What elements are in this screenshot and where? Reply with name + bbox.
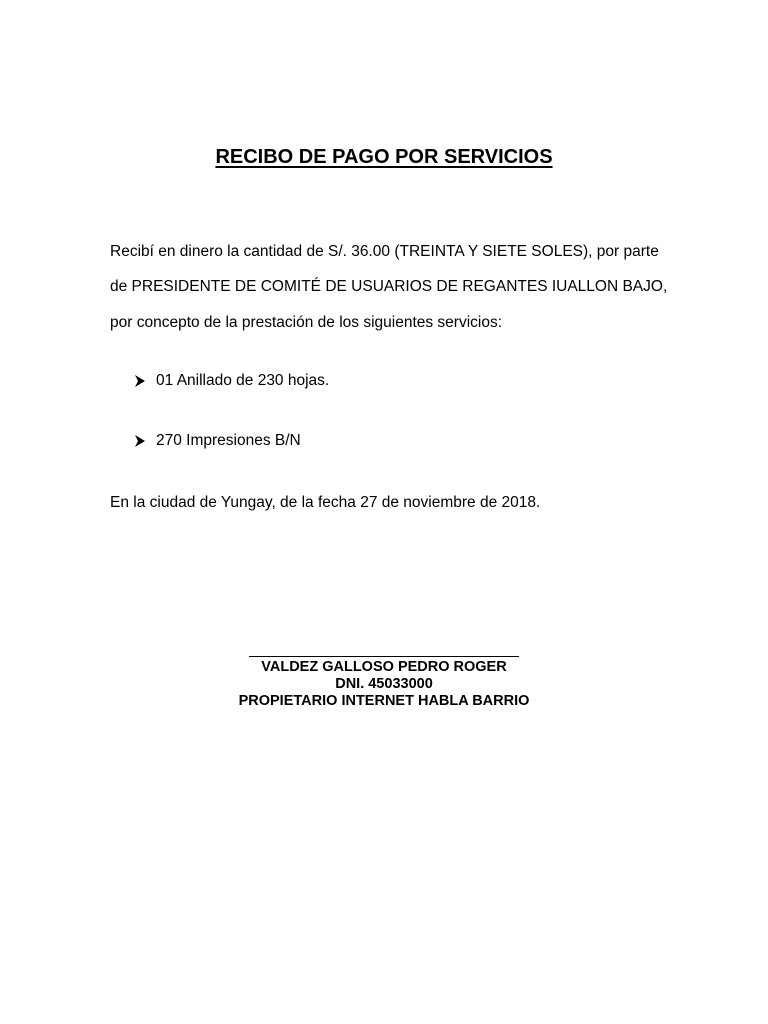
document-title: RECIBO DE PAGO POR SERVICIOS	[215, 146, 553, 168]
service-list-item	[134, 432, 301, 450]
signature-line	[249, 656, 519, 657]
closing-line: En la ciudad de Yungay, de la fecha 27 de noviembre de 2018.	[110, 494, 541, 511]
signatory-role: PROPIETARIO INTERNET HABLA BARRIO	[238, 693, 530, 709]
service-list-item	[134, 372, 329, 390]
body-line-1: Recibí en dinero la cantidad de S/. 36.00 (TREINTA Y SIETE SOLES), por parte	[110, 243, 659, 260]
body-line-3: por concepto de la prestación de los siguientes servicios:	[110, 314, 503, 331]
arrowhead-bullet-icon	[134, 374, 146, 388]
signatory-name: VALDEZ GALLOSO PEDRO ROGER	[261, 659, 507, 675]
signatory-dni: DNI. 45033000	[335, 676, 433, 692]
service-label: 270 Impresiones B/N	[156, 432, 301, 449]
service-label: 01 Anillado de 230 hojas.	[156, 372, 330, 389]
arrowhead-bullet-icon	[134, 434, 146, 448]
body-line-2: de PRESIDENTE DE COMITÉ DE USUARIOS DE REGANTES IUALLON BAJO,	[110, 278, 668, 295]
